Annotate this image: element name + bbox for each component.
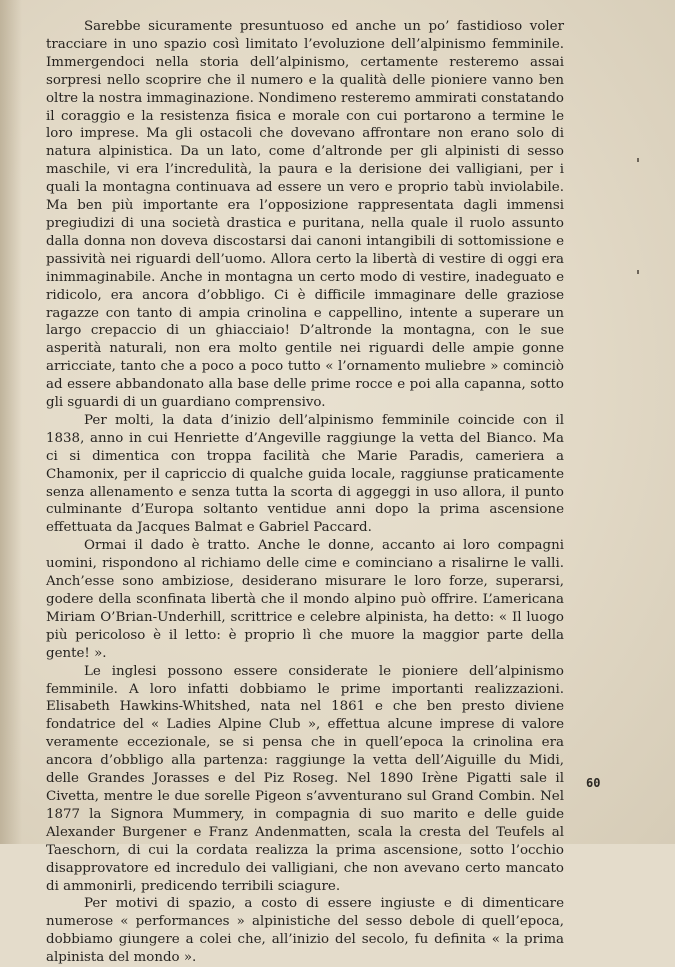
margin-mark [637,270,639,274]
page-edge-shadow [0,0,22,844]
page-number: 60 [586,776,601,790]
body-text [46,18,564,967]
paragraph: Le inglesi possono essere considerate le pioniere dell’alpinismo femminile. A loro infatti dobbiamo le prime importanti realizzazioni. Elisabeth Hawkins-Whitshed, nata nel 1861 e che ben presto diviene fondatrice del « Ladies Alpine Club », effettua alcune imprese di valore veramente eccezionale, se si pensa che in quell’epoca la crinolina era ancora d’obbligo alla partenza: raggiunge la vetta dell’Aiguille du Midi, delle Grandes Jorasses e del Piz Roseg. Nel 1890 Irène Pigatti sale il Civetta, mentre le due sorelle Pigeon s’avventurano sul Grand Combin. Nel 1877 la Signora Mummery, in compagnia di suo marito e delle guide Alexander Burgener e Franz Andenmatten, scala la cresta del Teufels al Taeschorn, di cui la cordata realizza la prima ascensione, sotto l’occhio disapprovatore ed incredulo dei valligiani, che non avevano certo mancato di ammonirli, predicendo terribili sciagure. [46,663,564,894]
paragraph: Sarebbe sicuramente presuntuoso ed anche un po’ fastidioso voler tracciare in uno spazio così limitato l’evoluzione dell’alpinismo femminile. Immergendoci nella storia dell’alpinismo, certamente resteremo assai sorpresi nello scoprire che il numero e la qualità delle pioniere vanno ben oltre la nostra immaginazione. Nondimeno resteremo ammirati constatando il coraggio e la resistenza fisica e morale con cui portarono a termine le loro imprese. Ma gli ostacoli che dovevano affrontare non erano solo di natura alpinistica. Da un lato, come d’altronde per gli alpinisti di sesso maschile, vi era l’incredulità, la paura e la derisione dei valligiani, per i quali la montagna continuava ad essere un vero e proprio tabù inviolabile. Ma ben più importante era l’opposizione rappresentata dagli immensi pregiudizi di una società drastica e puritana, nella quale il ruolo assunto dalla donna non doveva discostarsi dai canoni intangibili di sottomissione e passività nei riguardi dell’uomo. Allora certo la libertà di vestire di oggi era inimmaginabile. Anche in montagna un certo modo di vestire, inadeguato e ridicolo, era ancora d’obbligo. Ci è difficile immaginare delle graziose ragazze con tanto di ampia crinolina e cappellino, intente a superare un largo crepaccio di un ghiacciaio! D’altronde la montagna, con le sue asperità naturali, non era molto gentile nei riguardi delle ampie gonne arricciate, tanto che a poco a poco tutto « l’ornamento muliebre » cominciò ad essere abbandonato alla base delle prime rocce e poi alla capanna, sotto gli sguardi di un guardiano comprensivo. [46,19,564,411]
margin-mark [637,158,639,162]
paragraph: Per molti, la data d’inizio dell’alpinismo femminile coincide con il 1838, anno in cui Henriette d’Angeville raggiunge la vetta del Bianco. Ma ci si dimentica con troppa facilità che Marie Paradis, cameriera a Chamonix, per il capriccio di qualche guida locale, raggiunse praticamente senza allenamento e senza tutta la scorta di aggeggi in uso allora, il punto culminante d’Europa soltanto ventidue anni dopo la prima ascensione effettuata da Jacques Balmat e Gabriel Paccard. [46,412,564,536]
paragraph: Ormai il dado è tratto. Anche le donne, accanto ai loro compagni uomini, rispondono al richiamo delle cime e cominciano a risalirne le valli. Anch’esse sono ambiziose, desiderano misurare le loro forze, superarsi, godere della sconfinata libertà che il mondo alpino può offrire. L’americana Miriam O’Brian-Underhill, scrittrice e celebre alpinista, ha detto: « Il luogo più pericoloso è il letto: è proprio lì che muore la maggior parte della gente! ». [46,538,564,661]
paragraph: Per motivi di spazio, a costo di essere ingiuste e di dimenticare numerose « performances » alpinistiche del sesso debole di quell’epoca, dobbiamo giungere a colei che, all’inizio del secolo, fu definita « la prima alpinista del mondo ». [46,896,564,966]
